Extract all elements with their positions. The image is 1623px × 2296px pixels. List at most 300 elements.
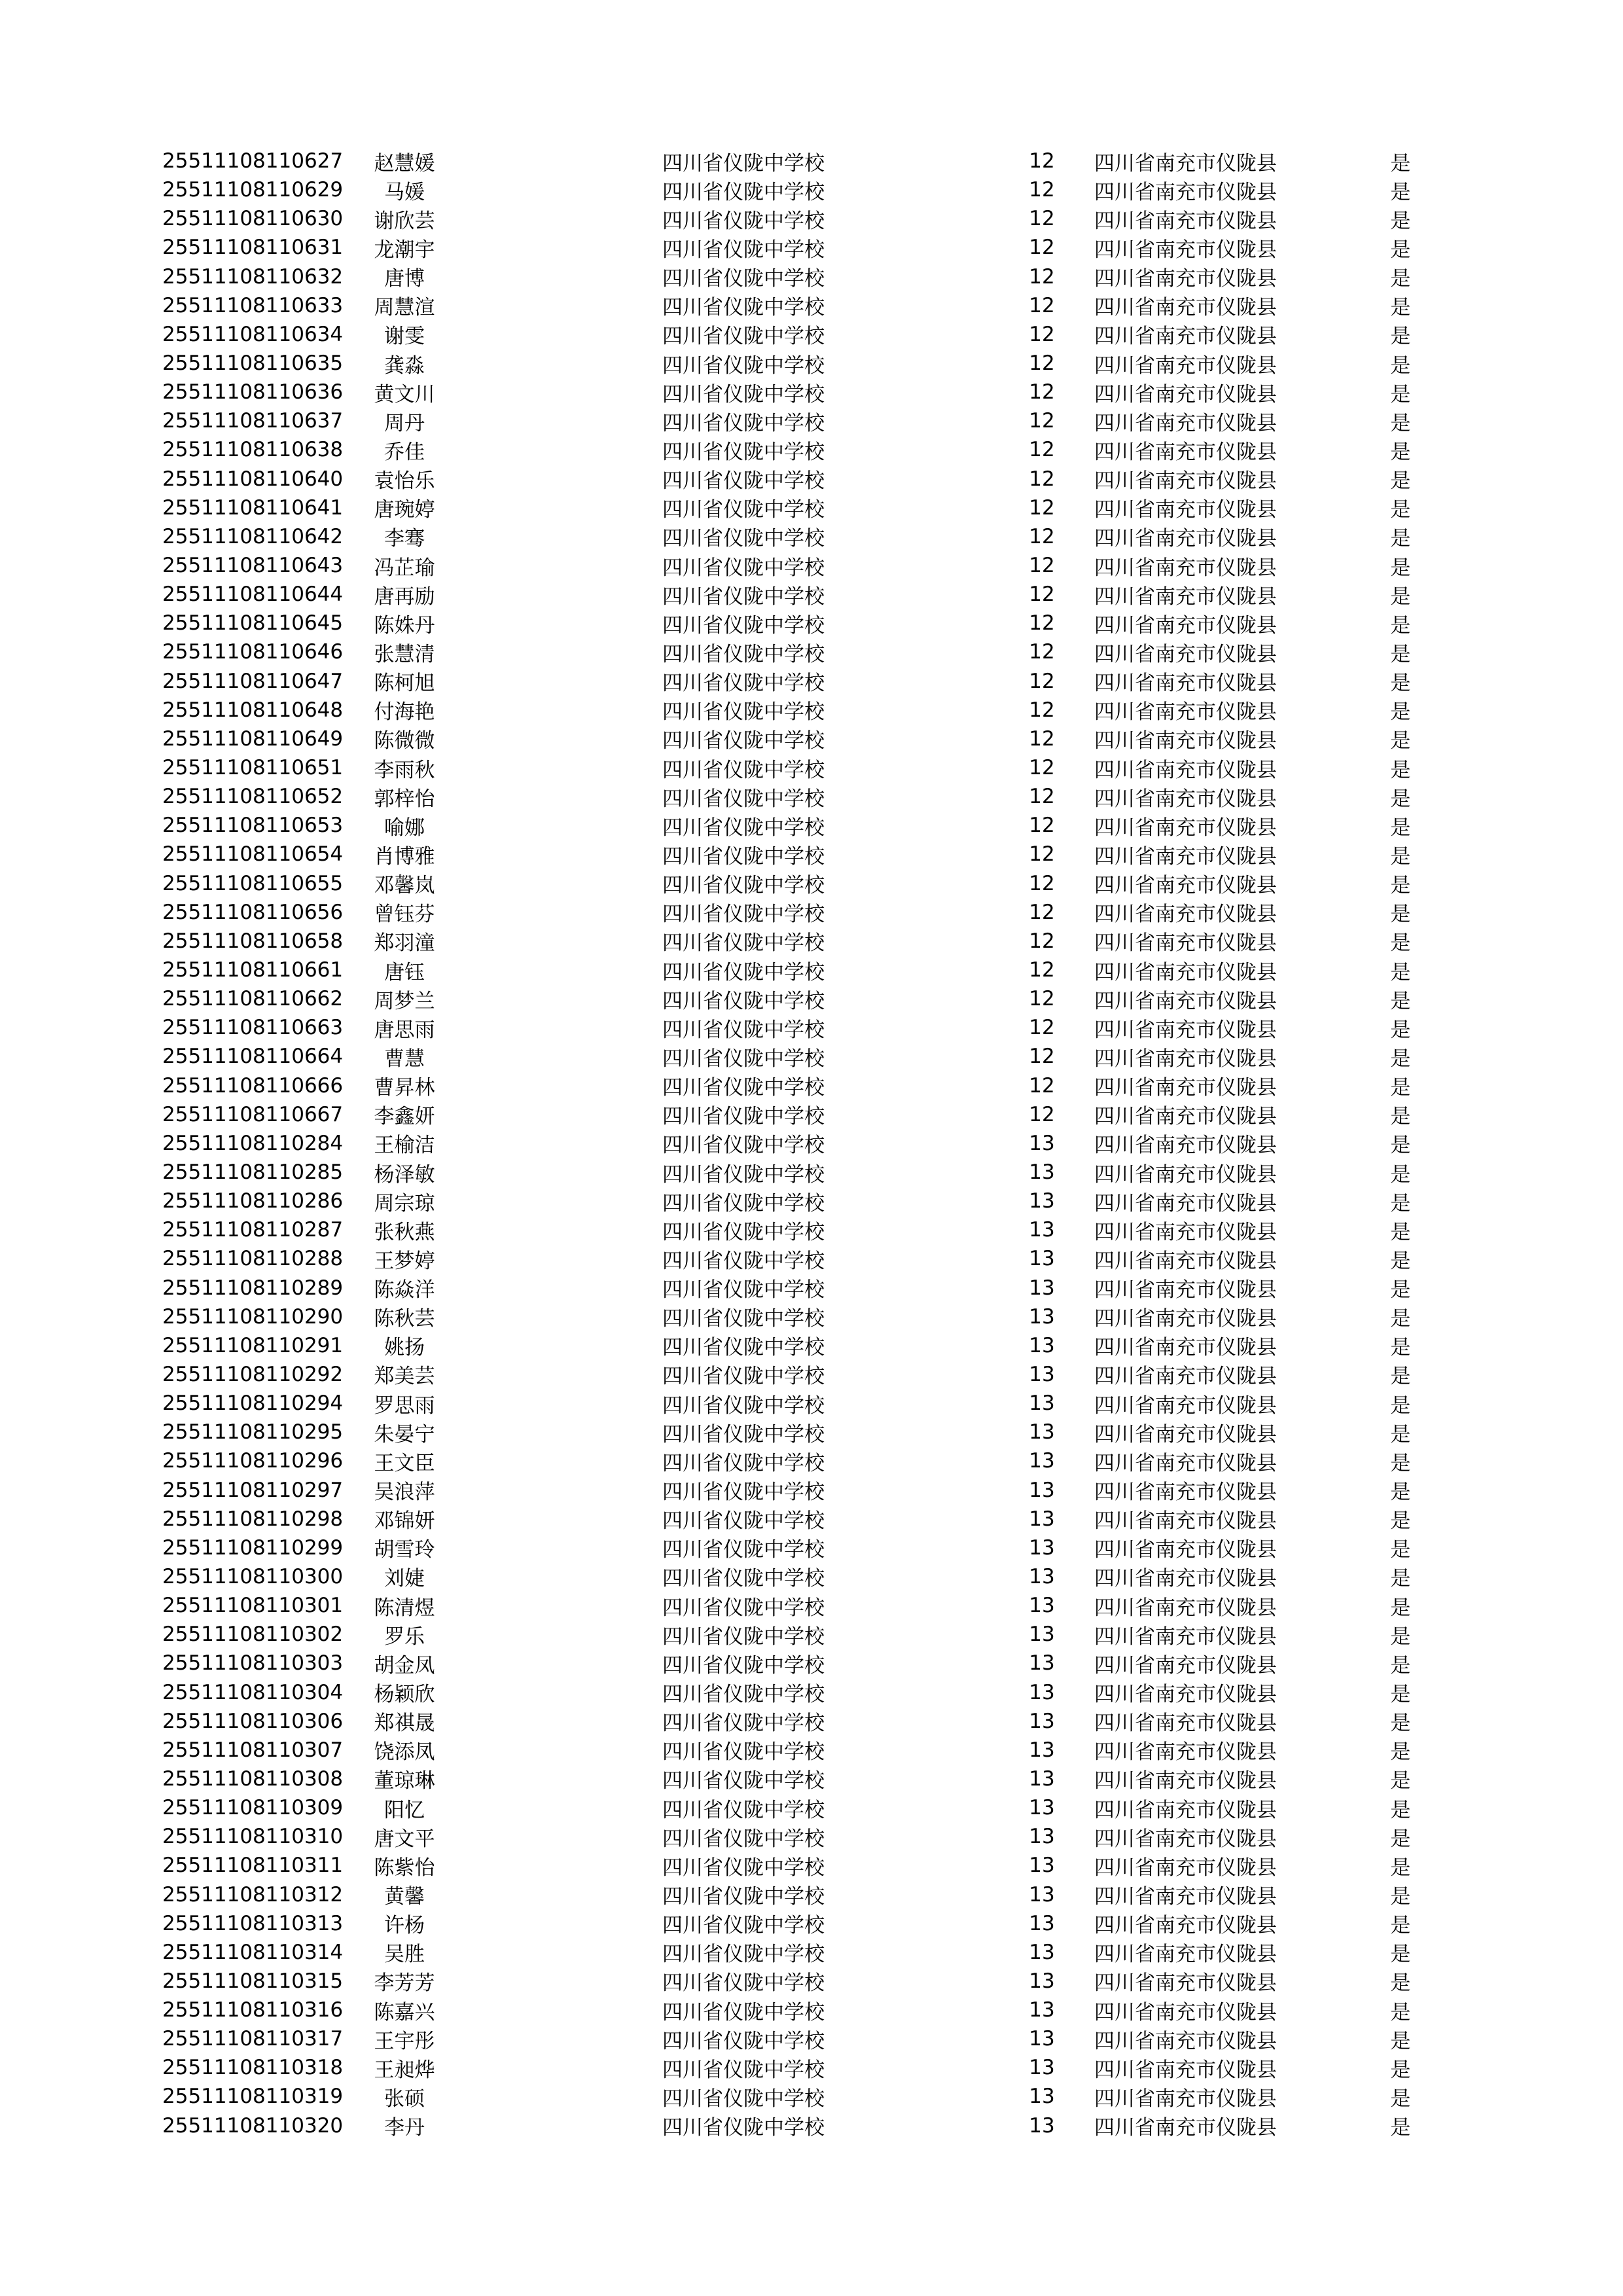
- student-name-cell: 龚淼: [384, 353, 425, 378]
- student-name-cell: 陈嘉兴: [374, 2000, 435, 2024]
- table-row: [162, 753, 1445, 782]
- grade-cell: 13: [1029, 1738, 1055, 1762]
- region-cell: 四川省南充市仪陇县: [1094, 209, 1277, 233]
- student-id-cell: 25511108110292: [162, 1362, 344, 1386]
- student-name-cell: 唐琬婷: [374, 498, 435, 522]
- school-cell: 四川省仪陇中学校: [662, 700, 825, 725]
- grade-cell: 12: [1029, 438, 1055, 462]
- flag-cell: 是: [1390, 1943, 1411, 1967]
- flag-cell: 是: [1390, 1451, 1411, 1475]
- student-name-cell: 罗乐: [384, 1624, 425, 1649]
- roster-table: [162, 147, 1445, 2140]
- school-cell: 四川省仪陇中学校: [662, 1943, 825, 1967]
- grade-cell: 12: [1029, 814, 1055, 838]
- grade-cell: 13: [1029, 1391, 1055, 1416]
- student-name-cell: 龙潮宇: [374, 238, 435, 262]
- flag-cell: 是: [1390, 1422, 1411, 1446]
- grade-cell: 12: [1029, 322, 1055, 346]
- school-cell: 四川省仪陇中学校: [662, 411, 825, 435]
- flag-cell: 是: [1390, 469, 1411, 493]
- grade-cell: 13: [1029, 1680, 1055, 1704]
- school-cell: 四川省仪陇中学校: [662, 1596, 825, 1620]
- region-cell: 四川省南充市仪陇县: [1094, 353, 1277, 378]
- grade-cell: 13: [1029, 1882, 1055, 1907]
- school-cell: 四川省仪陇中学校: [662, 758, 825, 782]
- student-name-cell: 袁怡乐: [374, 469, 435, 493]
- student-id-cell: 25511108110663: [162, 1016, 344, 1040]
- school-cell: 四川省仪陇中学校: [662, 1076, 825, 1100]
- grade-cell: 12: [1029, 726, 1055, 751]
- grade-cell: 12: [1029, 583, 1055, 607]
- region-cell: 四川省南充市仪陇县: [1094, 1943, 1277, 1967]
- student-name-cell: 陈清煜: [374, 1596, 435, 1620]
- region-cell: 四川省南充市仪陇县: [1094, 1018, 1277, 1042]
- table-row: [162, 1793, 1445, 1822]
- flag-cell: 是: [1390, 1047, 1411, 1071]
- student-id-cell: 25511108110643: [162, 554, 344, 578]
- student-id-cell: 25511108110644: [162, 583, 344, 607]
- student-id-cell: 25511108110308: [162, 1767, 344, 1791]
- table-row: [162, 1967, 1445, 1996]
- grade-cell: 12: [1029, 409, 1055, 433]
- flag-cell: 是: [1390, 1162, 1411, 1187]
- flag-cell: 是: [1390, 1249, 1411, 1273]
- region-cell: 四川省南充市仪陇县: [1094, 1047, 1277, 1071]
- student-name-cell: 李芳芳: [374, 1971, 435, 1996]
- flag-cell: 是: [1390, 931, 1411, 956]
- table-row: [162, 2053, 1445, 2082]
- student-id-cell: 25511108110667: [162, 1102, 344, 1126]
- region-cell: 四川省南充市仪陇县: [1094, 1567, 1277, 1591]
- table-row: [162, 725, 1445, 753]
- grade-cell: 12: [1029, 207, 1055, 231]
- region-cell: 四川省南充市仪陇县: [1094, 844, 1277, 869]
- student-name-cell: 马媛: [384, 180, 425, 204]
- region-cell: 四川省南充市仪陇县: [1094, 2087, 1277, 2111]
- grade-cell: 12: [1029, 987, 1055, 1011]
- table-row: [162, 898, 1445, 927]
- grade-cell: 12: [1029, 264, 1055, 289]
- table-row: [162, 291, 1445, 320]
- grade-cell: 12: [1029, 1102, 1055, 1126]
- table-row: [162, 1389, 1445, 1418]
- table-row: [162, 984, 1445, 1013]
- school-cell: 四川省仪陇中学校: [662, 1336, 825, 1360]
- school-cell: 四川省仪陇中学校: [662, 844, 825, 869]
- grade-cell: 13: [1029, 1333, 1055, 1357]
- region-cell: 四川省南充市仪陇县: [1094, 672, 1277, 696]
- school-cell: 四川省仪陇中学校: [662, 1480, 825, 1505]
- student-name-cell: 谢欣芸: [374, 209, 435, 233]
- flag-cell: 是: [1390, 411, 1411, 435]
- grade-cell: 13: [1029, 2027, 1055, 2051]
- student-id-cell: 25511108110641: [162, 495, 344, 520]
- region-cell: 四川省南充市仪陇县: [1094, 411, 1277, 435]
- school-cell: 四川省仪陇中学校: [662, 267, 825, 291]
- school-cell: 四川省仪陇中学校: [662, 816, 825, 840]
- school-cell: 四川省仪陇中学校: [662, 2000, 825, 2024]
- grade-cell: 12: [1029, 900, 1055, 924]
- flag-cell: 是: [1390, 1307, 1411, 1331]
- school-cell: 四川省仪陇中学校: [662, 1047, 825, 1071]
- grade-cell: 12: [1029, 178, 1055, 202]
- table-row: [162, 1302, 1445, 1331]
- school-cell: 四川省仪陇中学校: [662, 440, 825, 464]
- student-name-cell: 王宇彤: [374, 2029, 435, 2053]
- table-row: [162, 1591, 1445, 1620]
- region-cell: 四川省南充市仪陇县: [1094, 1249, 1277, 1273]
- table-row: [162, 609, 1445, 637]
- school-cell: 四川省仪陇中学校: [662, 2116, 825, 2140]
- flag-cell: 是: [1390, 844, 1411, 869]
- flag-cell: 是: [1390, 700, 1411, 725]
- region-cell: 四川省南充市仪陇县: [1094, 1856, 1277, 1880]
- flag-cell: 是: [1390, 1076, 1411, 1100]
- student-name-cell: 陈柯旭: [374, 672, 435, 696]
- grade-cell: 12: [1029, 524, 1055, 548]
- flag-cell: 是: [1390, 1018, 1411, 1042]
- region-cell: 四川省南充市仪陇县: [1094, 1220, 1277, 1244]
- student-name-cell: 周丹: [384, 411, 425, 435]
- grade-cell: 13: [1029, 1362, 1055, 1386]
- region-cell: 四川省南充市仪陇县: [1094, 1885, 1277, 1909]
- school-cell: 四川省仪陇中学校: [662, 1134, 825, 1158]
- flag-cell: 是: [1390, 1278, 1411, 1302]
- student-name-cell: 吴浪萍: [374, 1480, 435, 1505]
- flag-cell: 是: [1390, 960, 1411, 984]
- school-cell: 四川省仪陇中学校: [662, 1683, 825, 1707]
- student-id-cell: 25511108110319: [162, 2085, 344, 2109]
- flag-cell: 是: [1390, 2029, 1411, 2053]
- flag-cell: 是: [1390, 1971, 1411, 1996]
- grade-cell: 12: [1029, 785, 1055, 809]
- table-row: [162, 811, 1445, 840]
- region-cell: 四川省南充市仪陇县: [1094, 1105, 1277, 1129]
- student-id-cell: 25511108110651: [162, 756, 344, 780]
- flag-cell: 是: [1390, 1393, 1411, 1418]
- school-cell: 四川省仪陇中学校: [662, 1567, 825, 1591]
- student-name-cell: 陈秋芸: [374, 1307, 435, 1331]
- school-cell: 四川省仪陇中学校: [662, 325, 825, 349]
- student-name-cell: 张秋燕: [374, 1220, 435, 1244]
- student-id-cell: 25511108110649: [162, 726, 344, 751]
- grade-cell: 12: [1029, 351, 1055, 376]
- student-name-cell: 王榆洁: [374, 1134, 435, 1158]
- region-cell: 四川省南充市仪陇县: [1094, 1596, 1277, 1620]
- student-name-cell: 谢雯: [384, 325, 425, 349]
- grade-cell: 13: [1029, 1796, 1055, 1820]
- student-id-cell: 25511108110638: [162, 438, 344, 462]
- student-id-cell: 25511108110633: [162, 293, 344, 317]
- table-row: [162, 1620, 1445, 1649]
- region-cell: 四川省南充市仪陇县: [1094, 527, 1277, 551]
- student-name-cell: 杨颖欣: [374, 1683, 435, 1707]
- flag-cell: 是: [1390, 1885, 1411, 1909]
- flag-cell: 是: [1390, 267, 1411, 291]
- region-cell: 四川省南充市仪陇县: [1094, 1740, 1277, 1765]
- student-name-cell: 唐再励: [374, 584, 435, 609]
- table-row: [162, 1822, 1445, 1851]
- school-cell: 四川省仪陇中学校: [662, 1220, 825, 1244]
- grade-cell: 12: [1029, 669, 1055, 693]
- flag-cell: 是: [1390, 874, 1411, 898]
- flag-cell: 是: [1390, 498, 1411, 522]
- table-row: [162, 233, 1445, 262]
- school-cell: 四川省仪陇中学校: [662, 382, 825, 406]
- flag-cell: 是: [1390, 989, 1411, 1013]
- flag-cell: 是: [1390, 2087, 1411, 2111]
- student-name-cell: 张硕: [384, 2087, 425, 2111]
- student-id-cell: 25511108110315: [162, 1969, 344, 1993]
- student-id-cell: 25511108110312: [162, 1882, 344, 1907]
- student-id-cell: 25511108110297: [162, 1478, 344, 1502]
- student-name-cell: 阳忆: [384, 1798, 425, 1822]
- student-id-cell: 25511108110289: [162, 1276, 344, 1300]
- school-cell: 四川省仪陇中学校: [662, 874, 825, 898]
- region-cell: 四川省南充市仪陇县: [1094, 382, 1277, 406]
- region-cell: 四川省南充市仪陇县: [1094, 1336, 1277, 1360]
- grade-cell: 12: [1029, 293, 1055, 317]
- flag-cell: 是: [1390, 1683, 1411, 1707]
- region-cell: 四川省南充市仪陇县: [1094, 1162, 1277, 1187]
- flag-cell: 是: [1390, 353, 1411, 378]
- school-cell: 四川省仪陇中学校: [662, 1365, 825, 1389]
- grade-cell: 13: [1029, 1535, 1055, 1560]
- student-id-cell: 25511108110648: [162, 698, 344, 722]
- school-cell: 四川省仪陇中学校: [662, 151, 825, 175]
- grade-cell: 12: [1029, 554, 1055, 578]
- student-name-cell: 周慧渲: [374, 296, 435, 320]
- flag-cell: 是: [1390, 1220, 1411, 1244]
- table-row: [162, 435, 1445, 464]
- flag-cell: 是: [1390, 1336, 1411, 1360]
- table-row: [162, 1880, 1445, 1909]
- table-row: [162, 1996, 1445, 2024]
- school-cell: 四川省仪陇中学校: [662, 1307, 825, 1331]
- flag-cell: 是: [1390, 672, 1411, 696]
- flag-cell: 是: [1390, 209, 1411, 233]
- table-row: [162, 2111, 1445, 2140]
- grade-cell: 13: [1029, 1969, 1055, 1993]
- grade-cell: 13: [1029, 1189, 1055, 1213]
- grade-cell: 12: [1029, 380, 1055, 404]
- student-id-cell: 25511108110285: [162, 1160, 344, 1184]
- student-name-cell: 李丹: [384, 2116, 425, 2140]
- grade-cell: 12: [1029, 958, 1055, 982]
- student-name-cell: 唐博: [384, 267, 425, 291]
- student-name-cell: 罗思雨: [374, 1393, 435, 1418]
- school-cell: 四川省仪陇中学校: [662, 1278, 825, 1302]
- school-cell: 四川省仪陇中学校: [662, 1249, 825, 1273]
- grade-cell: 12: [1029, 842, 1055, 867]
- student-name-cell: 乔佳: [384, 440, 425, 464]
- table-row: [162, 204, 1445, 233]
- student-name-cell: 董琼琳: [374, 1769, 435, 1793]
- region-cell: 四川省南充市仪陇县: [1094, 2116, 1277, 2140]
- school-cell: 四川省仪陇中学校: [662, 1105, 825, 1129]
- school-cell: 四川省仪陇中学校: [662, 296, 825, 320]
- student-name-cell: 陈焱洋: [374, 1278, 435, 1302]
- region-cell: 四川省南充市仪陇县: [1094, 1798, 1277, 1822]
- school-cell: 四川省仪陇中学校: [662, 1538, 825, 1562]
- table-row: [162, 782, 1445, 811]
- flag-cell: 是: [1390, 1509, 1411, 1534]
- grade-cell: 13: [1029, 1420, 1055, 1444]
- student-name-cell: 付海艳: [374, 700, 435, 725]
- grade-cell: 13: [1029, 1651, 1055, 1676]
- school-cell: 四川省仪陇中学校: [662, 238, 825, 262]
- region-cell: 四川省南充市仪陇县: [1094, 556, 1277, 580]
- school-cell: 四川省仪陇中学校: [662, 960, 825, 984]
- table-row: [162, 840, 1445, 869]
- grade-cell: 13: [1029, 1507, 1055, 1531]
- flag-cell: 是: [1390, 787, 1411, 811]
- region-cell: 四川省南充市仪陇县: [1094, 296, 1277, 320]
- region-cell: 四川省南充市仪陇县: [1094, 1393, 1277, 1418]
- region-cell: 四川省南充市仪陇县: [1094, 2029, 1277, 2053]
- student-id-cell: 25511108110320: [162, 2113, 344, 2138]
- student-name-cell: 郑祺晟: [374, 1712, 435, 1736]
- student-id-cell: 25511108110645: [162, 611, 344, 636]
- flag-cell: 是: [1390, 2000, 1411, 2024]
- table-row: [162, 1215, 1445, 1244]
- grade-cell: 12: [1029, 1073, 1055, 1098]
- student-name-cell: 冯芷瑜: [374, 556, 435, 580]
- student-id-cell: 25511108110286: [162, 1189, 344, 1213]
- student-name-cell: 陈紫怡: [374, 1856, 435, 1880]
- table-row: [162, 1100, 1445, 1129]
- region-cell: 四川省南充市仪陇县: [1094, 874, 1277, 898]
- student-name-cell: 饶添凤: [374, 1740, 435, 1765]
- flag-cell: 是: [1390, 440, 1411, 464]
- student-name-cell: 周宗琼: [374, 1191, 435, 1215]
- flag-cell: 是: [1390, 1798, 1411, 1822]
- student-name-cell: 黄馨: [384, 1885, 425, 1909]
- grade-cell: 13: [1029, 1998, 1055, 2022]
- table-row: [162, 956, 1445, 984]
- region-cell: 四川省南充市仪陇县: [1094, 1480, 1277, 1505]
- region-cell: 四川省南充市仪陇县: [1094, 1538, 1277, 1562]
- flag-cell: 是: [1390, 1191, 1411, 1215]
- school-cell: 四川省仪陇中学校: [662, 1740, 825, 1765]
- student-id-cell: 25511108110294: [162, 1391, 344, 1416]
- student-id-cell: 25511108110311: [162, 1854, 344, 1878]
- grade-cell: 12: [1029, 495, 1055, 520]
- grade-cell: 12: [1029, 698, 1055, 722]
- student-id-cell: 25511108110290: [162, 1304, 344, 1329]
- region-cell: 四川省南充市仪陇县: [1094, 1422, 1277, 1446]
- student-id-cell: 25511108110300: [162, 1564, 344, 1588]
- region-cell: 四川省南充市仪陇县: [1094, 1624, 1277, 1649]
- student-id-cell: 25511108110284: [162, 1131, 344, 1155]
- grade-cell: 13: [1029, 1276, 1055, 1300]
- student-name-cell: 许杨: [384, 1914, 425, 1938]
- table-row: [162, 1649, 1445, 1677]
- grade-cell: 12: [1029, 1045, 1055, 1069]
- table-row: [162, 378, 1445, 406]
- school-cell: 四川省仪陇中学校: [662, 584, 825, 609]
- school-cell: 四川省仪陇中学校: [662, 1971, 825, 1996]
- region-cell: 四川省南充市仪陇县: [1094, 1365, 1277, 1389]
- student-id-cell: 25511108110299: [162, 1535, 344, 1560]
- student-id-cell: 25511108110301: [162, 1594, 344, 1618]
- region-cell: 四川省南充市仪陇县: [1094, 325, 1277, 349]
- school-cell: 四川省仪陇中学校: [662, 527, 825, 551]
- grade-cell: 13: [1029, 1478, 1055, 1502]
- region-cell: 四川省南充市仪陇县: [1094, 960, 1277, 984]
- table-row: [162, 580, 1445, 609]
- student-name-cell: 姚扬: [384, 1336, 425, 1360]
- flag-cell: 是: [1390, 816, 1411, 840]
- student-name-cell: 郑美芸: [374, 1365, 435, 1389]
- student-id-cell: 25511108110316: [162, 1998, 344, 2022]
- student-id-cell: 25511108110632: [162, 264, 344, 289]
- region-cell: 四川省南充市仪陇县: [1094, 729, 1277, 753]
- grade-cell: 13: [1029, 2113, 1055, 2138]
- student-id-cell: 25511108110295: [162, 1420, 344, 1444]
- flag-cell: 是: [1390, 1712, 1411, 1736]
- school-cell: 四川省仪陇中学校: [662, 180, 825, 204]
- student-id-cell: 25511108110635: [162, 351, 344, 376]
- flag-cell: 是: [1390, 1134, 1411, 1158]
- student-name-cell: 黄文川: [374, 382, 435, 406]
- grade-cell: 12: [1029, 871, 1055, 895]
- student-id-cell: 25511108110317: [162, 2027, 344, 2051]
- table-row: [162, 406, 1445, 435]
- student-name-cell: 陈姝丹: [374, 613, 435, 637]
- region-cell: 四川省南充市仪陇县: [1094, 1683, 1277, 1707]
- flag-cell: 是: [1390, 903, 1411, 927]
- flag-cell: 是: [1390, 556, 1411, 580]
- flag-cell: 是: [1390, 1567, 1411, 1591]
- student-id-cell: 25511108110647: [162, 669, 344, 693]
- table-row: [162, 1475, 1445, 1504]
- student-name-cell: 陈微微: [374, 729, 435, 753]
- grade-cell: 12: [1029, 756, 1055, 780]
- region-cell: 四川省南充市仪陇县: [1094, 2000, 1277, 2024]
- student-id-cell: 25511108110314: [162, 1940, 344, 1964]
- student-id-cell: 25511108110627: [162, 149, 344, 173]
- table-row: [162, 1360, 1445, 1389]
- school-cell: 四川省仪陇中学校: [662, 1018, 825, 1042]
- school-cell: 四川省仪陇中学校: [662, 1914, 825, 1938]
- flag-cell: 是: [1390, 1596, 1411, 1620]
- table-row: [162, 2082, 1445, 2111]
- region-cell: 四川省南充市仪陇县: [1094, 180, 1277, 204]
- region-cell: 四川省南充市仪陇县: [1094, 1712, 1277, 1736]
- student-id-cell: 25511108110298: [162, 1507, 344, 1531]
- table-row: [162, 927, 1445, 956]
- school-cell: 四川省仪陇中学校: [662, 2029, 825, 2053]
- grade-cell: 13: [1029, 2056, 1055, 2080]
- table-row: [162, 1129, 1445, 1158]
- student-id-cell: 25511108110296: [162, 1449, 344, 1473]
- table-row: [162, 349, 1445, 378]
- flag-cell: 是: [1390, 758, 1411, 782]
- school-cell: 四川省仪陇中学校: [662, 642, 825, 666]
- school-cell: 四川省仪陇中学校: [662, 1856, 825, 1880]
- student-id-cell: 25511108110661: [162, 958, 344, 982]
- grade-cell: 13: [1029, 1564, 1055, 1588]
- school-cell: 四川省仪陇中学校: [662, 787, 825, 811]
- flag-cell: 是: [1390, 382, 1411, 406]
- grade-cell: 13: [1029, 1247, 1055, 1271]
- student-name-cell: 曹慧: [384, 1047, 425, 1071]
- flag-cell: 是: [1390, 325, 1411, 349]
- table-row: [162, 1244, 1445, 1273]
- school-cell: 四川省仪陇中学校: [662, 1712, 825, 1736]
- school-cell: 四川省仪陇中学校: [662, 469, 825, 493]
